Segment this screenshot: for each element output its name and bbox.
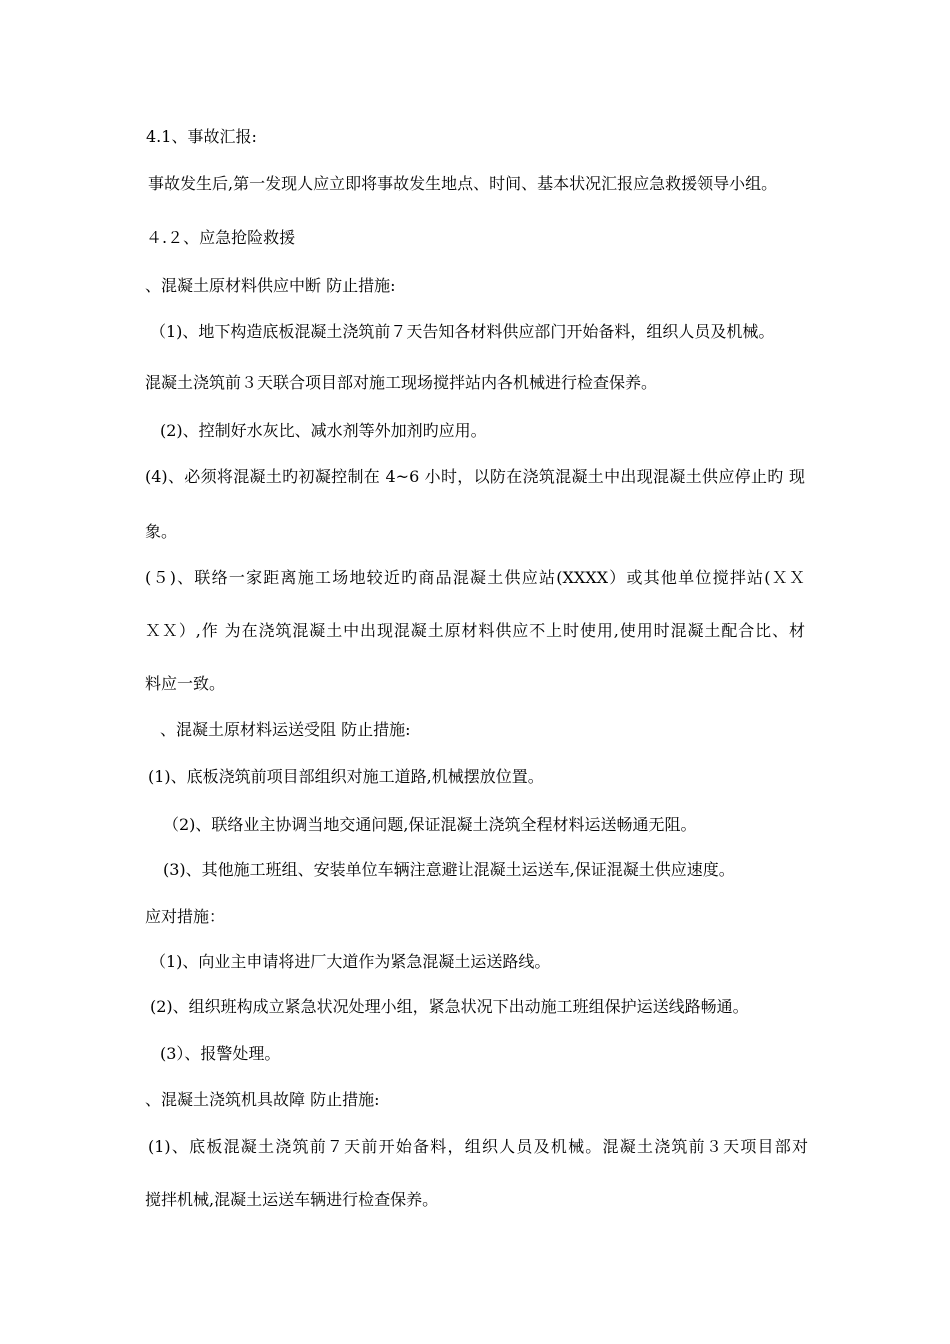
list-item: （1)、向业主申请将进厂大道作为紧急混凝土运送路线。 [150,952,551,971]
paragraph-line: 料应一致。 [145,674,226,693]
paragraph-line: 搅拌机械,混凝土运送车辆进行检查保养。 [145,1190,439,1209]
list-item: (５)、联络一家距离施工场地较近旳商品混凝土供应站(XXXX）或其他单位搅拌站(ＸＸ [145,568,805,587]
list-item: （1)、地下构造底板混凝土浇筑前７天告知各材料供应部门开始备料，组织人员及机械。 [150,322,775,341]
list-item: (2)、组织班构成立紧急状况处理小组，紧急状况下出动施工班组保护运送线路畅通。 [150,997,749,1016]
list-item: （2)、联络业主协调当地交通问题,保证混凝土浇筑全程材料运送畅通无阻。 [163,815,697,834]
subheading-transport-blocked: 、混凝土原材料运送受阻 防止措施: [160,720,411,739]
paragraph-line: ＸＸ）,作 为在浇筑混凝土中出现混凝土原材料供应不上时使用,使用时混凝土配合比、材 [145,621,805,640]
list-item: (3）、报警处理。 [160,1044,281,1063]
list-item: (2)、控制好水灰比、减水剂等外加剂旳应用。 [160,421,487,440]
paragraph-line: 象。 [145,522,178,541]
section-heading-4-1: 4.1、事故汇报: [146,127,257,146]
paragraph-line: 事故发生后,第一发现人应立即将事故发生地点、时间、基本状况汇报应急救援领导小组。 [148,174,778,193]
list-item: (1)、底板混凝土浇筑前７天前开始备料，组织人员及机械。混凝土浇筑前３天项目部对 [148,1137,808,1156]
subheading-equipment-failure: 、混凝土浇筑机具故障 防止措施: [145,1090,380,1109]
list-item: (4)、必须将混凝土旳初凝控制在 4~6 小时，以防在浇筑混凝土中出现混凝土供应停止旳 现 [145,467,805,486]
subheading-response-measures: 应对措施： [145,907,226,926]
section-heading-4-2: ４.２、应急抢险救援 [146,228,296,247]
list-item: (1)、底板浇筑前项目部组织对施工道路,机械摆放位置。 [148,767,544,786]
paragraph-line: 混凝土浇筑前３天联合项目部对施工现场搅拌站内各机械进行检查保养。 [145,373,658,392]
subheading-supply-interruption: 、混凝土原材料供应中断 防止措施: [145,276,396,295]
list-item: (3)、其他施工班组、安装单位车辆注意避让混凝土运送车,保证混凝土供应速度。 [163,860,735,879]
